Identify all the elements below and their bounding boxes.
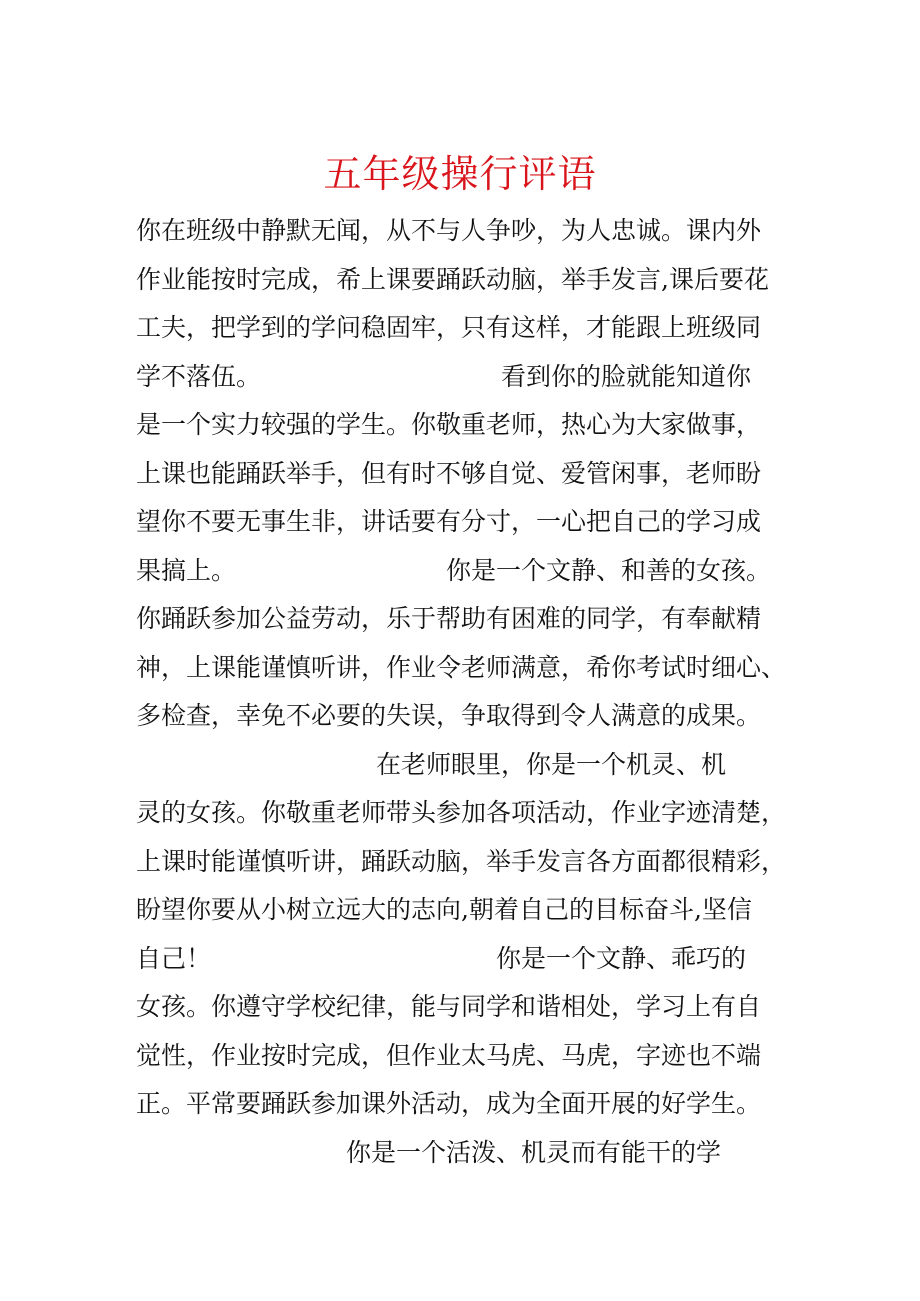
paragraph-end-text: 果搞上。: [136, 555, 237, 585]
paragraph-start-text: 你是一个文静、乖巧的: [496, 943, 747, 973]
paragraph-start-text: 看到你的脸就能知道你: [501, 361, 752, 391]
paragraph-start-text: 你是一个文静、和善的女孩。: [446, 555, 772, 585]
text-line: 灵的女孩。你敬重老师带头参加各项活动，作业字迹清楚，: [136, 798, 787, 827]
text-line: 神，上课能谨慎听讲，作业令老师满意，希你考试时细心、: [136, 652, 787, 682]
text-line: 望你不要无事生非，讲话要有分寸，一心把自己的学习成: [136, 507, 762, 536]
text-line: 你在班级中静默无闻，从不与人争吵，为人忠诚。课内外: [136, 216, 762, 245]
text-line: 多检查，幸免不必要的失误，争取得到令人满意的成果。: [136, 701, 762, 730]
document-title: 五年级操行评语: [323, 152, 597, 196]
text-line: 盼望你要从小树立远大的志向,朝着自己的目标奋斗,坚信: [136, 895, 752, 924]
text-line: 上课时能谨慎听讲，踊跃动脑，举手发言各方面都很精彩，: [136, 846, 787, 876]
text-line: [136, 353, 796, 402]
text-line: 是一个实力较强的学生。你敬重老师，热心为大家做事，: [136, 410, 762, 439]
text-line: 上课也能踊跃举手，但有时不够自觉、爱管闲事，老师盼: [136, 458, 762, 488]
text-line: 工夫，把学到的学问稳固牢，只有这样，才能跟上班级同: [136, 313, 762, 342]
text-line: 你是一个活泼、机灵而有能干的学: [346, 1137, 722, 1167]
paragraph-end-text: 自己！: [136, 943, 212, 973]
text-line: 正。平常要踊跃参加课外活动，成为全面开展的好学生。: [136, 1089, 762, 1118]
text-line: [136, 935, 796, 984]
text-line: 你踊跃参加公益劳动，乐于帮助有困难的同学，有奉献精: [136, 604, 762, 633]
document-body: [136, 207, 796, 1177]
text-line: 女孩。你遵守学校纪律，能与同学和谐相处，学习上有自: [136, 992, 762, 1021]
paragraph-end-text: 学不落伍。: [136, 361, 262, 391]
text-line: 觉性，作业按时完成，但作业太马虎、马虎，字迹也不端: [136, 1040, 762, 1070]
text-line: [136, 547, 796, 596]
text-line: 在老师眼里，你是一个机灵、机: [376, 749, 727, 779]
text-line: 作业能按时完成，希上课要踊跃动脑，举手发言,课后要花: [136, 264, 769, 294]
